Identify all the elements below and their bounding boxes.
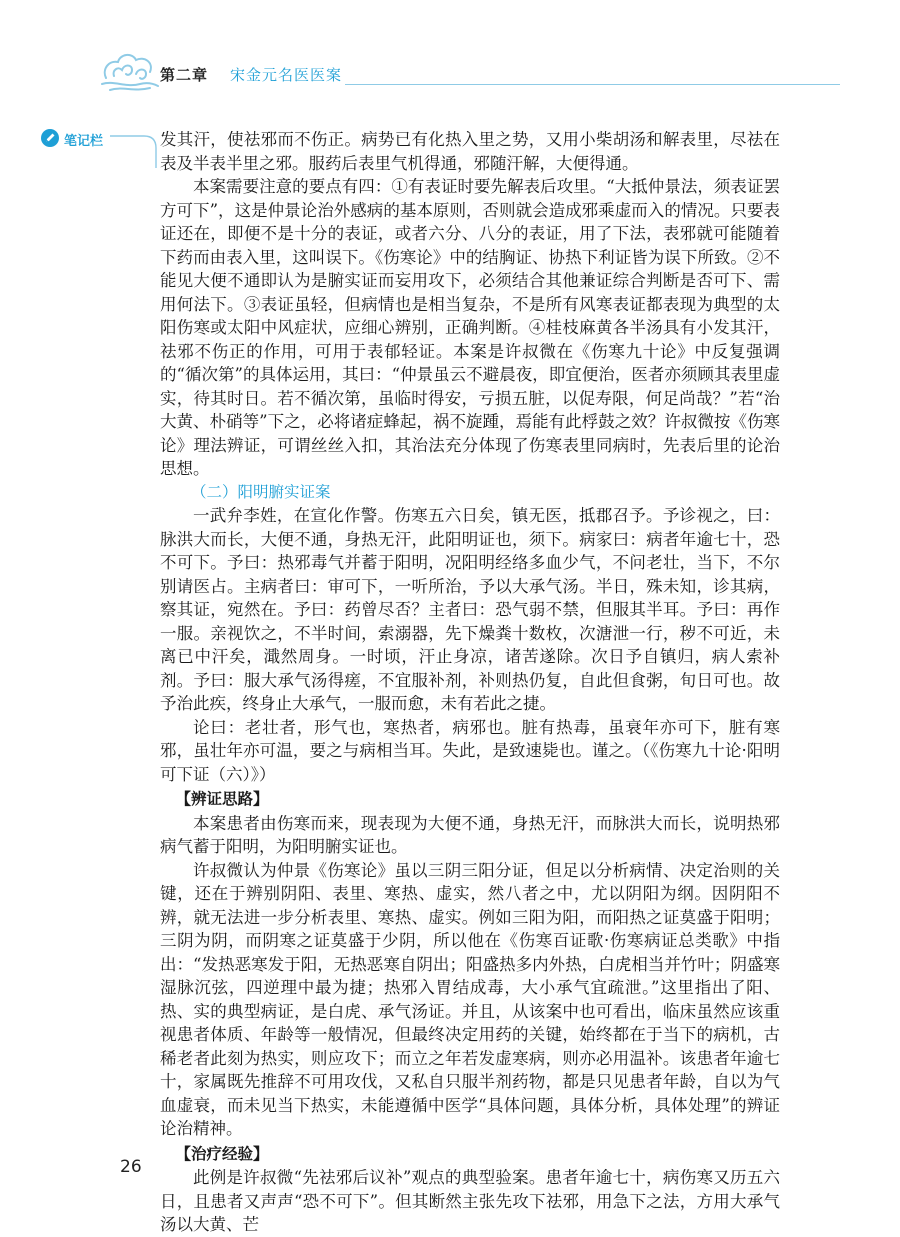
section-heading: （二）阳明腑实证案 — [191, 482, 331, 501]
subheading-zhiliao: 【治疗经验】 — [175, 1144, 269, 1163]
chapter-title: 宋金元名医医案 — [230, 66, 343, 84]
header-divider — [345, 84, 840, 85]
case-text: 一武弁李姓，在宣化作警。伤寒五六日矣，镇无医，抵郡召予。予诊视之，曰：脉洪大而长，大便不通，身热无汗，此阳明证也，须下。病家曰：病者年逾七十，恐不可下。予曰：热邪毒气并蓄于阳明，况阳明经络多血少气，不问老壮，当下，不尔别请医占。主病者曰：审可下，一听所治，予以大承气汤。半日，殊未知，诊其病，察其证，宛然在。予曰：药曾尽否？主者曰：恐气弱不禁，但服其半耳。予曰：再作一服。亲视饮之，不半时间，索溺器，先下燥粪十数枚，次溏泄一行，秽不可近，未离已中汗矣，濈然周身。一时顷，汗止身凉，诸苦遂除。次日予自镇归，病人索补剂。予曰：服大承气汤得瘥，不宜服补剂，补则热仍复，自此但食粥，旬日可也。故予治此疾，终身止大承气，一服而愈，未有若此之捷。 — [160, 506, 780, 713]
paragraph: 本案患者由伤寒而来，现表现为大便不通，身热无汗，而脉洪大而长，说明热邪病气蓄于阳明，为阳明腑实证也。 — [160, 813, 780, 856]
page-number: 26 — [120, 1157, 142, 1177]
paragraph: 此例是许叔微“先祛邪后议补”观点的典型验案。患者年逾七十，病伤寒又历五六日，且患者又声声“恐不可下”。但其断然主张先攻下祛邪，用急下之法，方用大承气汤以大黄、芒 — [160, 1168, 780, 1234]
page-header — [0, 0, 900, 110]
paragraph: 许叔微认为仲景《伤寒论》虽以三阴三阳分证，但足以分析病情、决定治则的关键，还在于辨别阴阳、表里、寒热、虚实，然八者之中，尤以阴阳为纲。因阴阳不辨，就无法进一步分析表里、寒热、虚实。例如三阳为阳，而阳热之证莫盛于阳明；三阴为阴，而阴寒之证莫盛于少阴，所以他在《伤寒百证歌·伤寒病证总类歌》中指出：“发热恶寒发于阳，无热恶寒自阴出；阳盛热多内外热，白虎相当并竹叶；阴盛寒湿脉沉弦，四逆理中最为捷；热邪入胃结成毒，大小承气宜疏泄。”这里指出了阳、热、实的典型病证，是白虎、承气汤证。并且，从该案中也可看出，临床虽然应该重视患者体质、年龄等一般情况，但最终决定用药的关键，始终都在于当下的病机，古稀老者此刻为热实，则应攻下；而立之年若发虚寒病，则亦必用温补。该患者年逾七十，家属既先推辞不可用攻伐，又私自只服半剂药物，都是只见患者年龄，自以为气血虚衰，而未见当下热实，未能遵循中医学“具体问题，具体分析，具体处理”的辨证论治精神。 — [160, 860, 780, 1138]
paragraph: 发其汗，使祛邪而不伤正。病势已有化热入里之势，又用小柴胡汤和解表里，尽祛在表及半表半里之邪。服药后表里气机得通，邪随汗解，大便得通。 — [160, 130, 780, 173]
paragraph: 本案需要注意的要点有四：①有表证时要先解表后攻里。“大抵仲景法，须表证罢方可下”，这是仲景论治外感病的基本原则，否则就会造成邪乘虚而入的情况。只要表证还在，即便不是十分的表证，或者六分、八分的表证，用了下法，表邪就可能随着下药而由表入里，这叫误下。《伤寒论》中的结胸证、协热下利证皆为误下所致。②不能见大便不通即认为是腑实证而妄用攻下，必须结合其他兼证综合判断是否可下、需用何法下。③表证虽轻，但病情也是相当复杂，不是所有风寒表证都表现为典型的太阳伤寒或太阳中风症状，应细心辨别，正确判断。④桂枝麻黄各半汤具有小发其汗，祛邪不伤正的作用，可用于表郁轻证。本案是许叔微在《伤寒九十论》中反复强调的“循次第”的具体运用，其曰：“仲景虽云不避晨夜，即宜便治，医者亦须顾其表里虚实，待其时日。若不循次第，虽临时得安，亏损五脏，以促寿限，何足尚哉？”若“治大黄、朴硝等”下之，必将诸症蜂起，祸不旋踵，焉能有此桴鼓之效？许叔微按《伤寒论》理法辨证，可谓丝丝入扣，其治法充分体现了伤寒表里同病时，先表后里的论治思想。 — [160, 177, 780, 478]
body-text — [160, 128, 780, 1237]
pencil-note-icon — [40, 128, 60, 148]
cloud-swirl-icon — [100, 48, 160, 94]
case-commentary: 论曰：老壮者，形气也，寒热者，病邪也。脏有热毒，虽衰年亦可下，脏有寒邪，虽壮年亦可温，要之与病相当耳。失此，是致速毙也。谨之。（《伤寒九十论·阳明可下证（六）》） — [160, 717, 780, 784]
subheading-bianzheng: 【辨证思路】 — [175, 790, 269, 808]
notes-label: 笔记栏 — [64, 134, 104, 149]
chapter-label: 第二章 — [160, 66, 209, 84]
